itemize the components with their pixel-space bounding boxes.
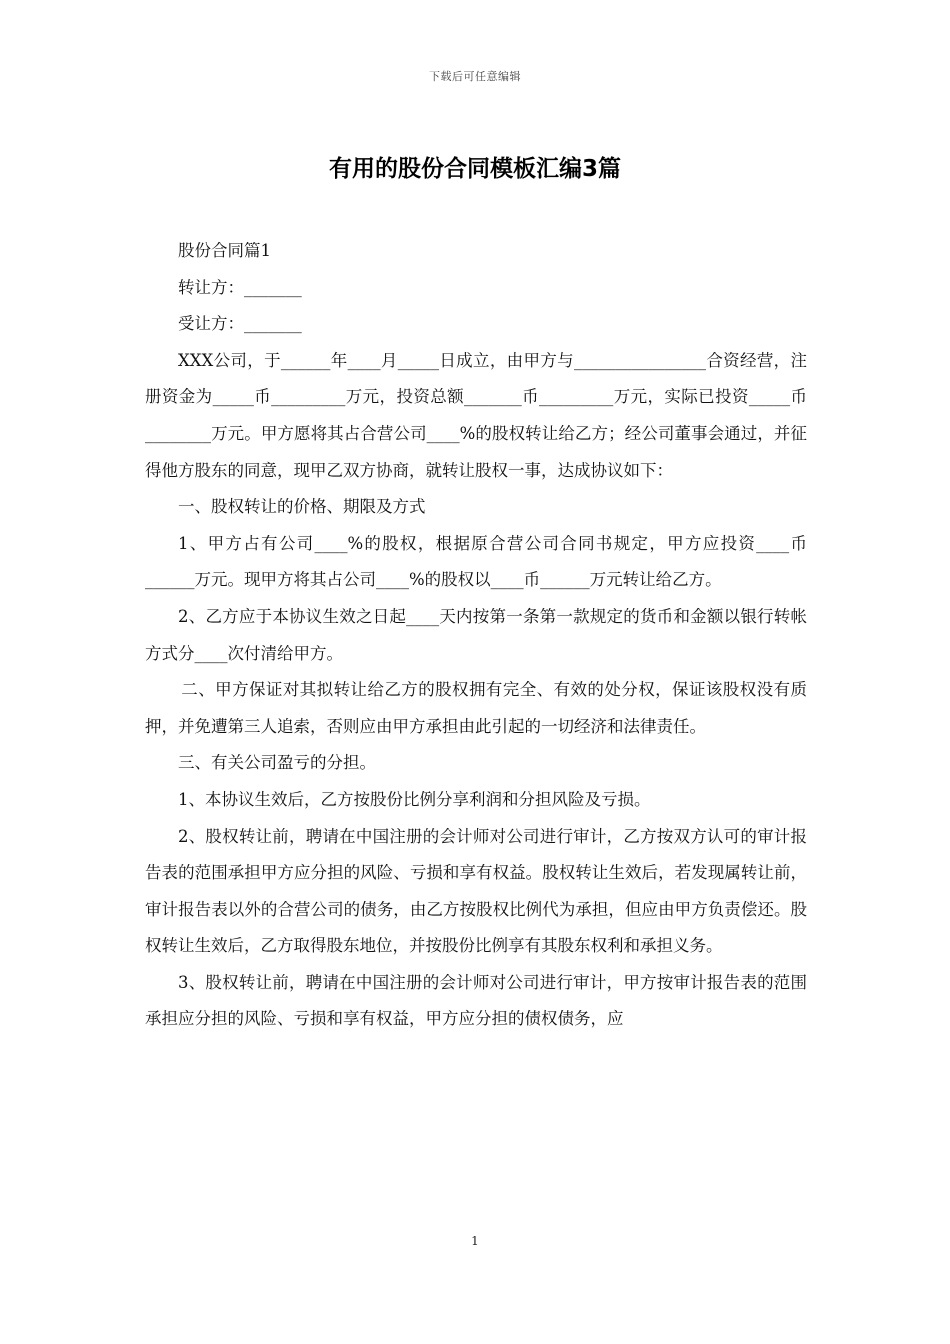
paragraph-intro: XXX公司，于______年____月_____日成立，由甲方与________________合资经营，注册资金为_____币_________万元，投资总额_______币_________万元，实际已投资_____币________万元。甲方愿将其占合营公司____%的股权转让给乙方；经公司董事会通过，并征得他方股东的同意，现甲乙双方协商，就转让股权一事，达成协议如下： <box>145 350 807 480</box>
clause-3-1: 1、本协议生效后，乙方按股份比例分享利润和分担风险及亏损。 <box>178 789 651 809</box>
clause-3-3: 3、股权转让前，聘请在中国注册的会计师对公司进行审计，甲方按审计报告表的范围承担应分担的风险、亏损和享有权益，甲方应分担的债权债务，应 <box>145 972 807 1029</box>
clause-heading-1: 一、股权转让的价格、期限及方式 <box>178 497 426 517</box>
page-header-note: 下载后可任意编辑 <box>429 70 521 83</box>
clause-2: 二、甲方保证对其拟转让给乙方的股权拥有完全、有效的处分权，保证该股权没有质押，并免遭第三人追索，否则应由甲方承担由此引起的一切经济和法律责任。 <box>145 680 807 736</box>
clause-3-2: 2、股权转让前，聘请在中国注册的会计师对公司进行审计，乙方按双方认可的审计报告表的范围承担甲方应分担的风险、亏损和享有权益。股权转让生效后，若发现属转让前，审计报告表以外的合营公司的债务，由乙方按股权比例代为承担，但应由甲方负责偿还。股权转让生效后，乙方取得股东地位，并按股份比例享有其股东权利和承担义务。 <box>145 826 807 956</box>
clause-heading-3: 三、有关公司盈亏的分担。 <box>178 753 376 773</box>
page-number: 1 <box>471 1234 479 1248</box>
section-heading: 股份合同篇1 <box>178 241 271 260</box>
clause-1-2: 2、乙方应于本协议生效之日起____天内按第一条第一款规定的货币和金额以银行转帐方式分____次付清给甲方。 <box>145 606 807 663</box>
document-title: 有用的股份合同模板汇编3篇 <box>328 156 621 182</box>
transferor-line: 转让方：_______ <box>178 277 302 297</box>
clause-1-1: 1、甲方占有公司____%的股权，根据原合营公司合同书规定，甲方应投资____币______万元。现甲方将其占公司____%的股权以____币______万元转让给乙方。 <box>145 533 807 590</box>
transferee-line: 受让方：_______ <box>178 314 302 334</box>
document-body <box>145 233 807 1038</box>
